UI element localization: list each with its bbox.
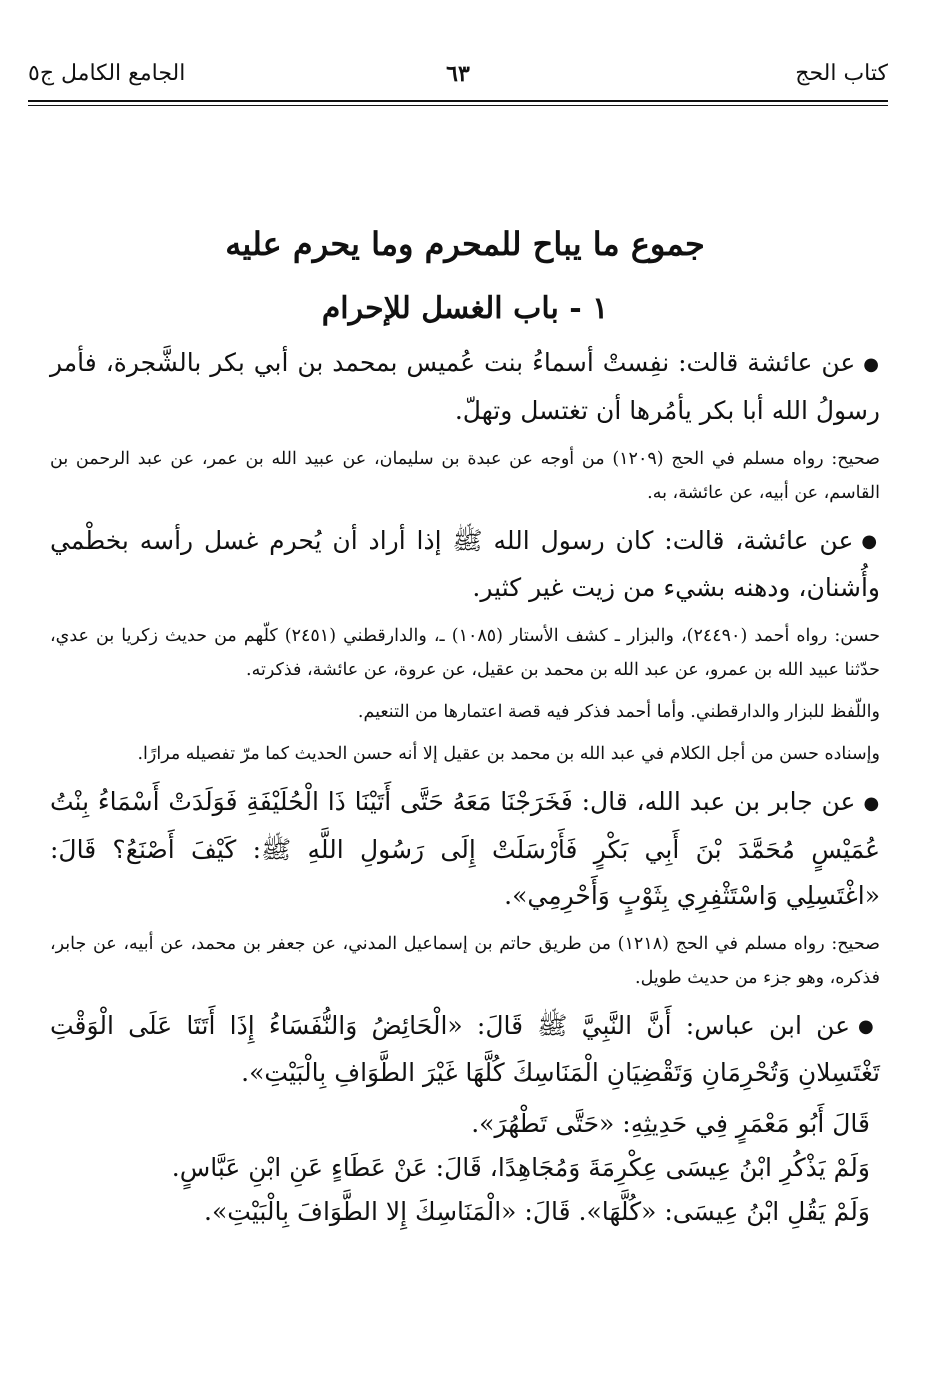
header-rule-thin xyxy=(28,105,888,106)
page-body xyxy=(50,225,880,1234)
hadith-text: عن جابر بن عبد الله، قال: فَخَرَجْنَا مَعَهُ حَتَّى أَتَيْنَا ذَا الْحُلَيْفَةِ فَوَلَدَتْ أَسْمَاءُ بِنْتُ عُمَيْسٍ مُحَمَّدَ بْنَ أَبِي بَكْرٍ فَأَرْسَلَتْ إِلَى رَسُولِ اللَّهِ ﷺ: كَيْفَ أَصْنَعُ؟ قَالَ: «اغْتَسِلِي وَاسْتَثْفِرِي بِثَوْبٍ وَأَحْرِمِي». xyxy=(50,787,880,910)
main-title: جموع ما يباح للمحرم وما يحرم عليه xyxy=(225,225,705,263)
bullet-icon: ● xyxy=(863,353,880,375)
hadith-text: عن عائشة قالت: نفِستْ أسماءُ بنت عُميس بمحمد بن أبي بكر بالشَّجرة، فأمر رسولُ الله أبا بكر يأمُرها أن تغتسل وتهلّ. xyxy=(50,348,880,425)
hadith-1 xyxy=(50,340,880,434)
narration-variant-3: وَلَمْ يَقُلِ ابْنُ عِيسَى: «كُلَّهَا». قَالَ: «الْمَنَاسِكَ إِلا الطَّوَافَ بِالْبَيْتِ». xyxy=(204,1197,870,1226)
takhrij-note-1: صحيح: رواه مسلم في الحج (١٢٠٩) من أوجه عن عبدة بن سليمان، عن عبيد الله بن عمر، عن عبد الرحمن بن القاسم، عن أبيه، عن عائشة، به. xyxy=(50,448,880,503)
hadith-text: عن ابن عباس: أَنَّ النَّبِيَّ ﷺ قَالَ: «الْحَائِضُ وَالنُّفَسَاءُ إِذَا أَتَتَا عَلَى الْوَقْتِ تَغْتَسِلانِ وَتُحْرِمَانِ وَتَقْضِيَانِ الْمَنَاسِكَ كُلَّهَا غَيْرَ الطَّوَافِ بِالْبَيْتِ». xyxy=(50,1010,880,1087)
page-number: ٦٣ xyxy=(446,61,470,87)
bullet-icon: ● xyxy=(863,792,881,814)
book-volume-title: الجامع الكامل ج٥ xyxy=(28,61,186,86)
book-section-title: كتاب الحج xyxy=(795,61,888,86)
hadith-text: عن عائشة، قالت: كان رسول الله ﷺ إذا أراد أن يُحرم غسل رأسه بخطْمي وأُشنان، ودهنه بشيء من زيت غير كثير. xyxy=(50,525,880,602)
takhrij-note-4: وإسناده حسن من أجل الكلام في عبد الله بن محمد بن عقيل إلا أنه حسن الحديث كما مرّ تفصيله مرارًا. xyxy=(137,744,880,764)
narration-variant-2: وَلَمْ يَذْكُرِ ابْنُ عِيسَى عِكْرِمَةَ وَمُجَاهِدًا، قَالَ: عَنْ عَطَاءٍ عَنِ ابْنِ عَبَّاسٍ. xyxy=(171,1153,870,1182)
hadith-3 xyxy=(50,779,880,919)
running-header xyxy=(28,55,888,101)
bullet-icon: ● xyxy=(861,531,880,552)
takhrij-note-5: صحيح: رواه مسلم في الحج (١٢١٨) من طريق حاتم بن إسماعيل المدني، عن جعفر بن محمد، عن أبيه، عن جابر، فذكره، وهو جزء من حديث طويل. xyxy=(50,933,880,988)
narration-variant-1: قَالَ أَبُو مَعْمَرٍ فِي حَدِيثِهِ: «حَتَّى تَطْهُرَ». xyxy=(471,1109,870,1138)
header-rule-thick xyxy=(28,100,888,102)
bullet-icon: ● xyxy=(858,1016,880,1037)
takhrij-note-2: حسن: رواه أحمد (٢٤٤٩٠)، والبزار ـ كشف الأستار (١٠٨٥) ـ، والدارقطني (٢٤٥١) كلّهم من حديث زكريا بن عدي، حدّثنا عبيد الله بن عمرو، عن عبد الله بن محمد بن عقيل، عن عروة، عن عائشة، فذكرته. xyxy=(50,626,881,680)
takhrij-note-3: واللّفظ للبزار والدارقطني. وأما أحمد فذكر فيه قصة اعتمارها من التنعيم. xyxy=(357,702,880,722)
hadith-4 xyxy=(50,1003,880,1097)
chapter-title: ١ - باب الغسل للإحرام xyxy=(321,291,609,326)
hadith-2 xyxy=(50,518,880,612)
